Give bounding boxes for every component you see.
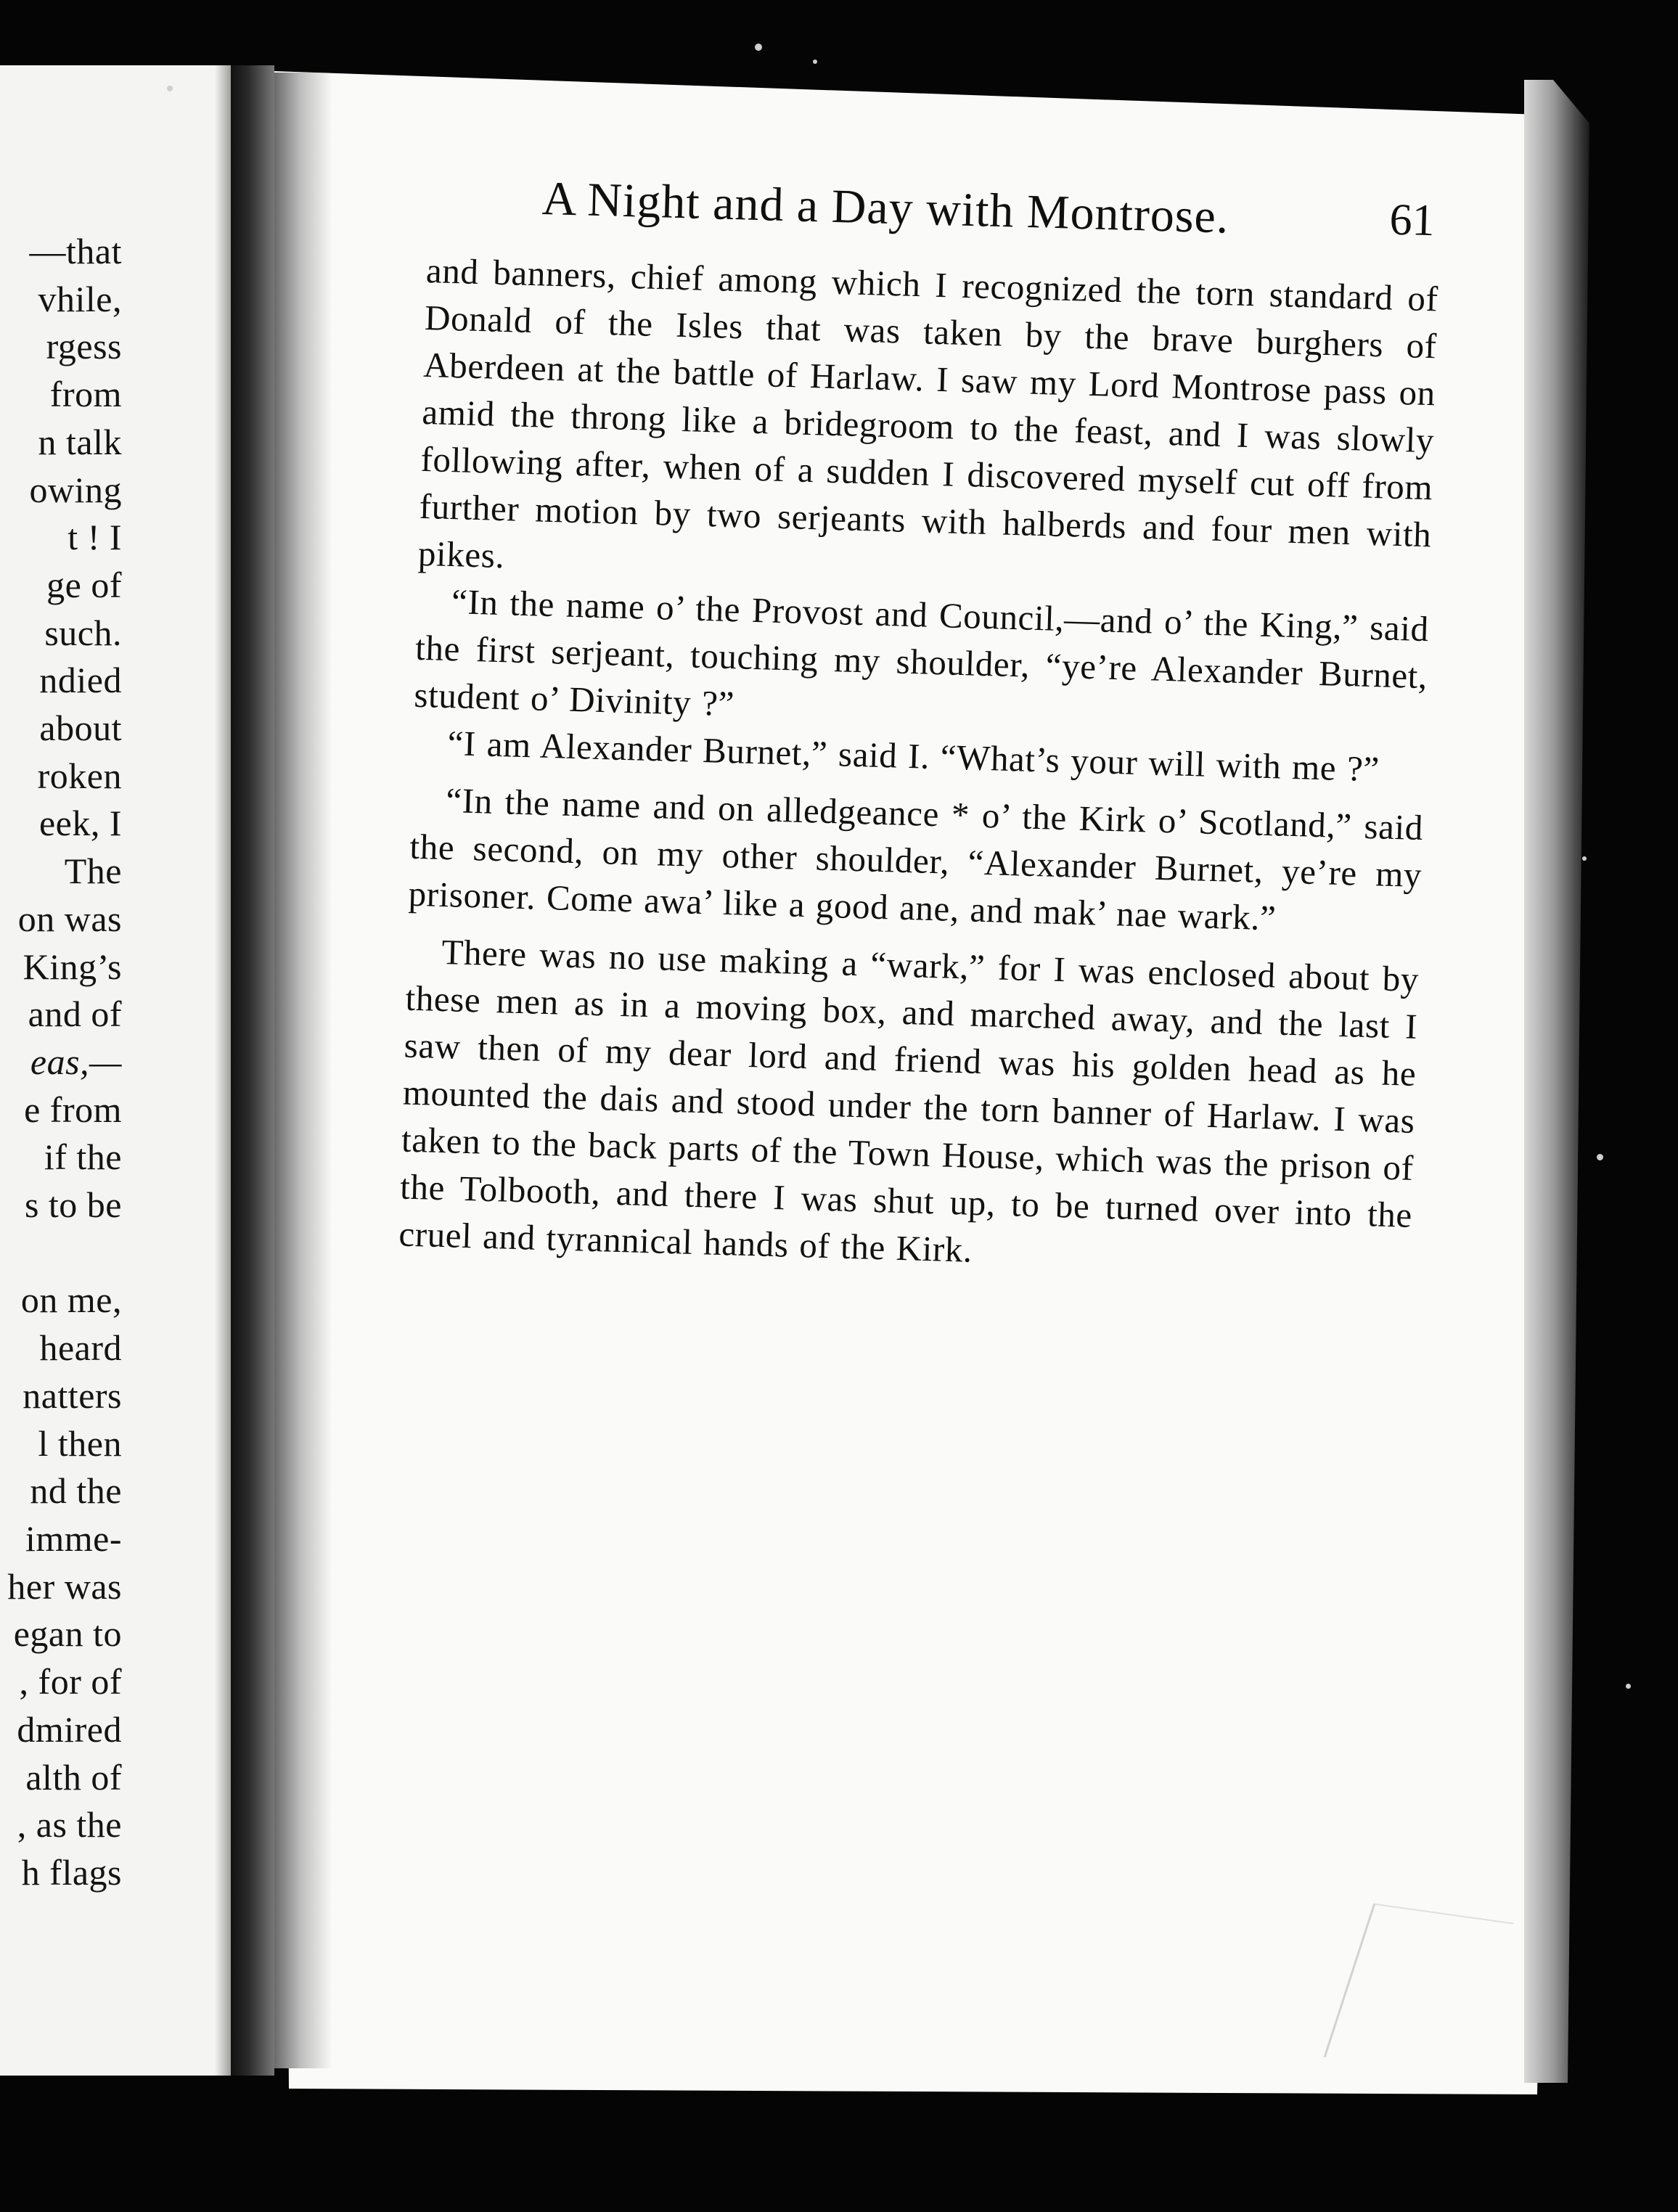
left-page-line: imme-: [25, 1517, 122, 1559]
left-page-line: her was: [7, 1565, 122, 1607]
left-page-line: egan to: [13, 1613, 122, 1655]
scan-speck: [1597, 1154, 1603, 1160]
left-page-line: ge of: [46, 564, 122, 605]
body-text: [398, 247, 1439, 1286]
paragraph-banners: and banners, chief among which I recognized the torn standard of Donald of the Isles that was taken by the brave burghers of Aberdeen at the battle of Harlaw. I saw my Lord Montrose pass on amid the throng like a bridegroom to the feast, and I was slowly following after, when of a sudden I discovered myself cut off from further motion by two serjeants with halberds and four men with pikes.: [417, 250, 1439, 576]
left-page-line: King’s: [22, 946, 122, 987]
left-page-line: natters: [22, 1375, 122, 1416]
scan-speck: [813, 60, 817, 64]
left-page-line: h flags: [21, 1851, 122, 1893]
left-page-line: s to be: [24, 1184, 122, 1226]
binding-shadow: [274, 73, 332, 2068]
left-page-line: e from: [24, 1089, 122, 1130]
page-number: 61: [1388, 194, 1436, 246]
left-page-line: roken: [37, 755, 122, 796]
paragraph-tolbooth: There was no use making a “wark,” for I was enclosed about by these men as in a moving box, and marched away, and the last I saw then of my dear lord and friend was his golden head as he mounted the dais and stood under the torn banner of Harlaw. I was taken to the back parts of the Town House, which was the prison of the Tolbooth, and there I was shut up, to be turned over into the cruel and tyrannical hands of the Kirk.: [398, 931, 1420, 1270]
left-page-line: alth of: [25, 1756, 122, 1798]
left-page-line: on was: [17, 898, 122, 939]
gutter-shadow: [215, 65, 231, 2076]
left-page-line: rgess: [46, 326, 122, 367]
left-page-line: eek, I: [38, 803, 122, 844]
left-page-line: [7, 1229, 122, 1277]
paragraph-provost: “In the name o’ the Provost and Council,—and o’ the King,” said the first serjeant, touching my shoulder, “ye’re Alexander Burnet, student o’ Divinity ?”: [413, 581, 1430, 724]
scan-speck: [1626, 1684, 1631, 1689]
left-page-line: t ! I: [67, 517, 122, 558]
paragraph-kirk: “In the name and on alledgeance * o’ the Kirk o’ Scotland,” said the second, on my other shoulder, “Alexander Burnet, ye’re my prisoner. Come awa’ like a good ane, and mak’ nae wark.”: [408, 780, 1424, 938]
left-page-line: vhile,: [38, 278, 122, 319]
left-page-line: eas,—: [30, 1041, 122, 1082]
left-page-line: , as the: [17, 1804, 122, 1846]
left-page-line: The: [64, 851, 122, 892]
left-page-line: dmired: [17, 1708, 122, 1750]
scan-speck: [1582, 856, 1587, 861]
page-edge: [1524, 80, 1589, 2083]
paragraph-burnet-reply: “I am Alexander Burnet,” said I. “What’s your will with me ?”: [446, 723, 1380, 790]
book-spine: [231, 65, 274, 2076]
left-page-line: l then: [38, 1422, 122, 1464]
left-page-line: heard: [39, 1327, 122, 1369]
left-page-line: on me,: [20, 1279, 122, 1321]
running-head-title: A Night and a Day with Montrose.: [541, 171, 1230, 244]
left-page-line: n talk: [38, 421, 122, 462]
left-page-line: —that: [29, 231, 122, 271]
left-page-line: owing: [29, 469, 122, 510]
left-page-line: about: [39, 708, 122, 749]
left-facing-page: [0, 65, 231, 2076]
left-page-line: if the: [44, 1136, 122, 1178]
left-page-text-fragments: [7, 228, 122, 1897]
left-page-line: , for of: [19, 1661, 122, 1703]
left-page-line: and of: [28, 994, 122, 1035]
left-page-line: from: [49, 374, 122, 415]
scan-speck: [755, 44, 762, 51]
left-page-line: such.: [44, 612, 122, 653]
left-page-line: ndied: [39, 660, 122, 701]
left-page-line: nd the: [30, 1470, 122, 1512]
scan-speck: [167, 86, 173, 91]
